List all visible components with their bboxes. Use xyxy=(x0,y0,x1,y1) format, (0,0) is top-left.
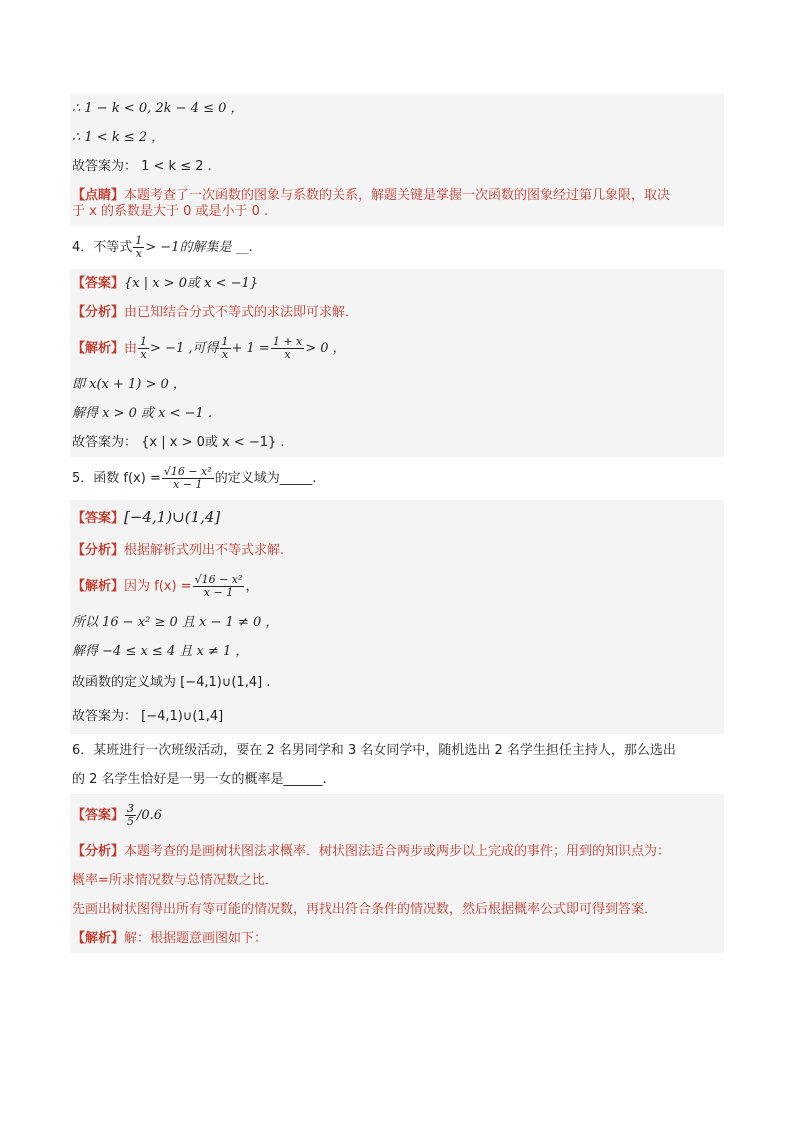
q4-solution xyxy=(70,327,724,370)
q5-analysis-tag: 【分析】 xyxy=(72,543,125,558)
q4-sol-post: > 0 ， xyxy=(305,341,346,356)
q6-answer-fraction xyxy=(125,803,136,828)
q4-sol-f3-num: 1 + x xyxy=(272,335,303,348)
q4-stem-frac-den: x xyxy=(135,247,142,260)
q5-sol-post: ， xyxy=(245,579,259,594)
q4-sol-mid-2: + 1 = xyxy=(231,341,270,356)
q6-ans-num: 3 xyxy=(127,802,135,815)
q6-analysis-text-3: 先画出树状图得出所有等可能的情况数，再找出符合条件的情况数，然后根据概率公式即可得到答案． xyxy=(70,895,724,924)
q5-answer-text: [−4,1)∪(1,4] xyxy=(124,508,221,526)
q4-final: 故答案为： {x | x > 0或 x < −1} . xyxy=(70,428,724,457)
q5-stem-frac-num: √16 − x² xyxy=(163,465,212,478)
q4-answer-tag: 【答案】 xyxy=(72,276,125,291)
q5-stem-frac-den: x − 1 xyxy=(173,478,203,491)
q5-analysis xyxy=(70,536,724,565)
q4-answer xyxy=(70,269,724,298)
q4-step-1: 即 x(x + 1) > 0 ， xyxy=(70,370,724,399)
q5-stem-post: 的定义域为_____. xyxy=(214,471,317,486)
q5-stem-pre: 5．函数 f(x) = xyxy=(72,471,161,486)
q4-sol-f1-num: 1 xyxy=(140,335,148,348)
q4-sol-f2-den: x xyxy=(221,348,229,361)
q5-step-1: 所以 16 − x² ≥ 0 且 x − 1 ≠ 0 ， xyxy=(70,608,724,637)
q6-answer xyxy=(70,794,724,837)
q4-stem-fraction xyxy=(133,235,144,260)
q4-sol-pre: 由 xyxy=(124,341,138,356)
question-6-stem-2: 的 2 名学生恰好是一男一女的概率是______. xyxy=(72,772,327,787)
q4-sol-f2-num: 1 xyxy=(221,335,229,348)
q4-sol-f1-den: x xyxy=(140,348,147,361)
q5-analysis-text: 根据解析式列出不等式求解. xyxy=(124,543,285,558)
question-6-stem-1: 6．某班进行一次班级活动，要在 2 名男同学和 3 名女同学中，随机选出 2 名学生担任主持人，那么选出 xyxy=(72,743,676,758)
q6-answer-post: /0.6 xyxy=(137,808,163,823)
q6-answer-tag: 【答案】 xyxy=(72,808,125,823)
q5-final: 故答案为： [−4,1)∪(1,4] xyxy=(70,700,724,734)
dianjing-tag: 【点睛】 xyxy=(72,188,125,203)
q5-stem-fraction xyxy=(162,466,214,491)
q5-answer xyxy=(70,500,724,536)
q6-analysis-text-1: 本题考查的是画树状图法求概率．树状图法适合两步或两步以上完成的事件；用到的知识点为： xyxy=(124,844,671,859)
q4-analysis xyxy=(70,298,724,327)
q4-sol-f3-den: x xyxy=(284,348,291,361)
q4-stem-post: > −1的解集是 __. xyxy=(145,240,253,255)
question-4-stem xyxy=(70,226,724,269)
q4-step-2: 解得 x > 0 或 x < −1 . xyxy=(70,399,724,428)
dianjing-text-1: 本题考查了一次函数的图象与系数的关系，解题关键是掌握一次函数的图象经过第几象限，取决 xyxy=(124,188,671,203)
q6-solution-text: 解：根据题意画图如下： xyxy=(124,931,268,946)
q5-sol-pre: 因为 f(x) = xyxy=(124,579,192,594)
q4-answer-text: {x | x > 0或 x < −1} xyxy=(124,276,259,291)
dianjing-block xyxy=(70,181,724,226)
q6-ans-den: 5 xyxy=(127,815,135,828)
q5-step-2: 解得 −4 ≤ x ≤ 4 且 x ≠ 1 ， xyxy=(70,637,724,666)
step-line-2: ∴ 1 < k ≤ 2 ， xyxy=(70,123,724,152)
q5-sol-fraction xyxy=(193,574,245,599)
q5-step-3: 故函数的定义域为 [−4,1)∪(1,4] . xyxy=(70,666,724,700)
q6-solution xyxy=(70,924,724,953)
q5-answer-tag: 【答案】 xyxy=(72,511,125,526)
q4-stem-frac-num: 1 xyxy=(135,234,143,247)
document-page xyxy=(70,94,724,953)
q5-solution xyxy=(70,565,724,608)
q5-solution-tag: 【解析】 xyxy=(72,579,125,594)
q6-solution-tag: 【解析】 xyxy=(72,931,125,946)
question-5-stem xyxy=(70,457,724,500)
q4-sol-frac-3 xyxy=(271,336,304,361)
q4-sol-mid-1: > −1 ,可得 xyxy=(150,341,219,356)
q4-analysis-text: 由已知结合分式不等式的求法即可求解． xyxy=(124,305,359,320)
step-line-3: 故答案为： 1 < k ≤ 2 . xyxy=(70,152,724,181)
q4-stem-pre: 4．不等式 xyxy=(72,240,133,255)
q6-analysis-text-2: 概率=所求情况数与总情况数之比． xyxy=(70,866,724,895)
q4-solution-tag: 【解析】 xyxy=(72,341,125,356)
q4-sol-frac-2 xyxy=(220,336,231,361)
dianjing-text-2: 于 x 的系数是大于 0 或是小于 0 . xyxy=(72,204,269,219)
q5-sol-frac-den: x − 1 xyxy=(203,586,234,599)
q4-sol-frac-1 xyxy=(138,336,149,361)
q6-analysis xyxy=(70,837,724,866)
q4-analysis-tag: 【分析】 xyxy=(72,305,125,320)
q5-sol-frac-num: √16 − x² xyxy=(194,573,243,586)
step-line-1: ∴ 1 − k < 0, 2k − 4 ≤ 0 ， xyxy=(70,94,724,123)
q6-analysis-tag: 【分析】 xyxy=(72,844,125,859)
